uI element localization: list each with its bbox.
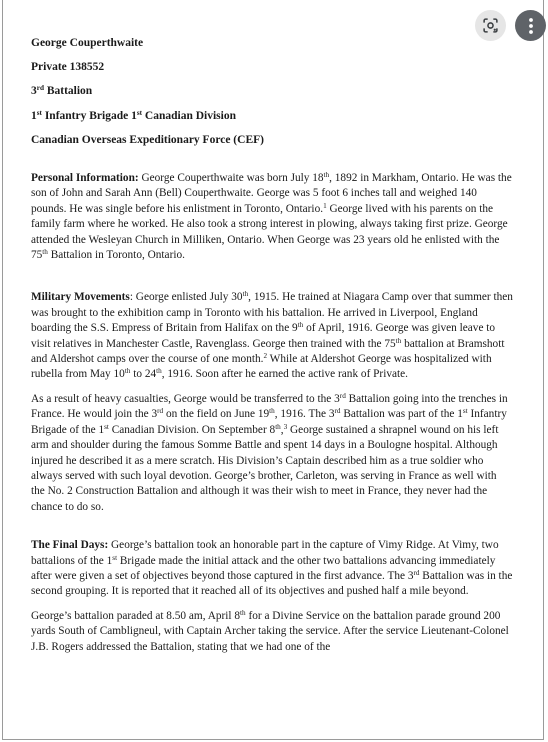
final-days-heading: The Final Days: bbox=[31, 539, 109, 552]
military-movements-paragraph: Military Movements: George enlisted July 30th, 1915. He trained at Niagara Camp over that summer then was brought to the exhibition camp in Toronto with his battalion. He arrived in Liverpool, England boarding the S.S. Empress of Britain from Halifax on the 9th of April, 1916. George was given leave to visit relatives in Manchester Castle, Ravenglass. George then trained with the 75th battalion at Bramshott and Aldershot camps over the course of one month.$^2$ While at Aldershot George was hospitalized with rubella from May 10th to 24th, 1916. Soon after he earned the active rank of Private. bbox=[31, 290, 513, 381]
google-lens-icon bbox=[482, 17, 499, 34]
final-days-paragraph: The Final Days: George’s battalion took an honorable part in the capture of Vimy Ridge. At Vimy, two battalions of the 1st Brigade made the initial attack and the other two battalions advancing immediately after were given a set of objectives beyond those captured in the first advance. The 3rd Battalion was in the second grouping. It is reported that it reached all of its objectives and pushed half a mile beyond. bbox=[31, 539, 513, 598]
military-movements-heading: Military Movements bbox=[31, 291, 130, 304]
personal-information-paragraph: Personal Information: George Couperthwaite was born July 18th, 1892 in Markham, Ontario. He was the son of John and Sarah Ann (Bell) Couperthwaite. George was 5 foot 6 inches tall and weighed 140 pounds. He was single before his enlistment in Toronto, Ontario.$^1$ George lived with his parents on the family farm where he worked. He also took a strong interest in plowing, always taking first prize. George attended the Wesleyan Church in Milliken, Ontario. When George was 23 years old he enlisted with the 75th Battalion in Toronto, Ontario. bbox=[31, 171, 512, 262]
personal-information-heading: Personal Information: bbox=[31, 172, 139, 185]
soldier-name: George Couperthwaite bbox=[31, 37, 144, 49]
soldier-force: Canadian Overseas Expeditionary Force (CEF) bbox=[31, 133, 264, 146]
document-body bbox=[31, 36, 513, 655]
google-lens-button[interactable] bbox=[475, 10, 506, 41]
parade-paragraph: George’s battalion paraded at 8.50 am, April 8th for a Divine Service on the battalion parade ground 200 yards South of Cambligneul, with Captain Archer taking the service. After the service Lieutenant-Colonel J.B. Rogers addressed the Battalion, stating that we had one of the bbox=[31, 608, 509, 653]
soldier-brigade: 1st Infantry Brigade 1st Canadian Division bbox=[31, 108, 236, 122]
soldier-rank: Private 138552 bbox=[31, 61, 105, 74]
more-vert-icon bbox=[528, 17, 534, 35]
transfer-paragraph: As a result of heavy casualties, George would be transferred to the 3rd Battalion going into the trenches in France. He would join the 3rd on the field on June 19th, 1916. The 3rd Battalion was part of the 1st Infantry Brigade of the 1st Canadian Division. On September 8th,$^3$ George sustained a shrapnel wound on his left arm and shoulder during the famous Somme Battle and spent 14 days in a Boulogne hospital. Although injured he described it as a mere scratch. His Division’s Captain described him as a true soldier who always served with such loyal devotion. George’s brother, Carleton, was serving in France as well with the No. 2 Construction Battalion and although it was their wish to meet in France, they never had the chance to do so. bbox=[31, 391, 508, 513]
soldier-battalion: 3rd Battalion bbox=[31, 84, 93, 98]
more-options-button[interactable] bbox=[515, 10, 546, 41]
